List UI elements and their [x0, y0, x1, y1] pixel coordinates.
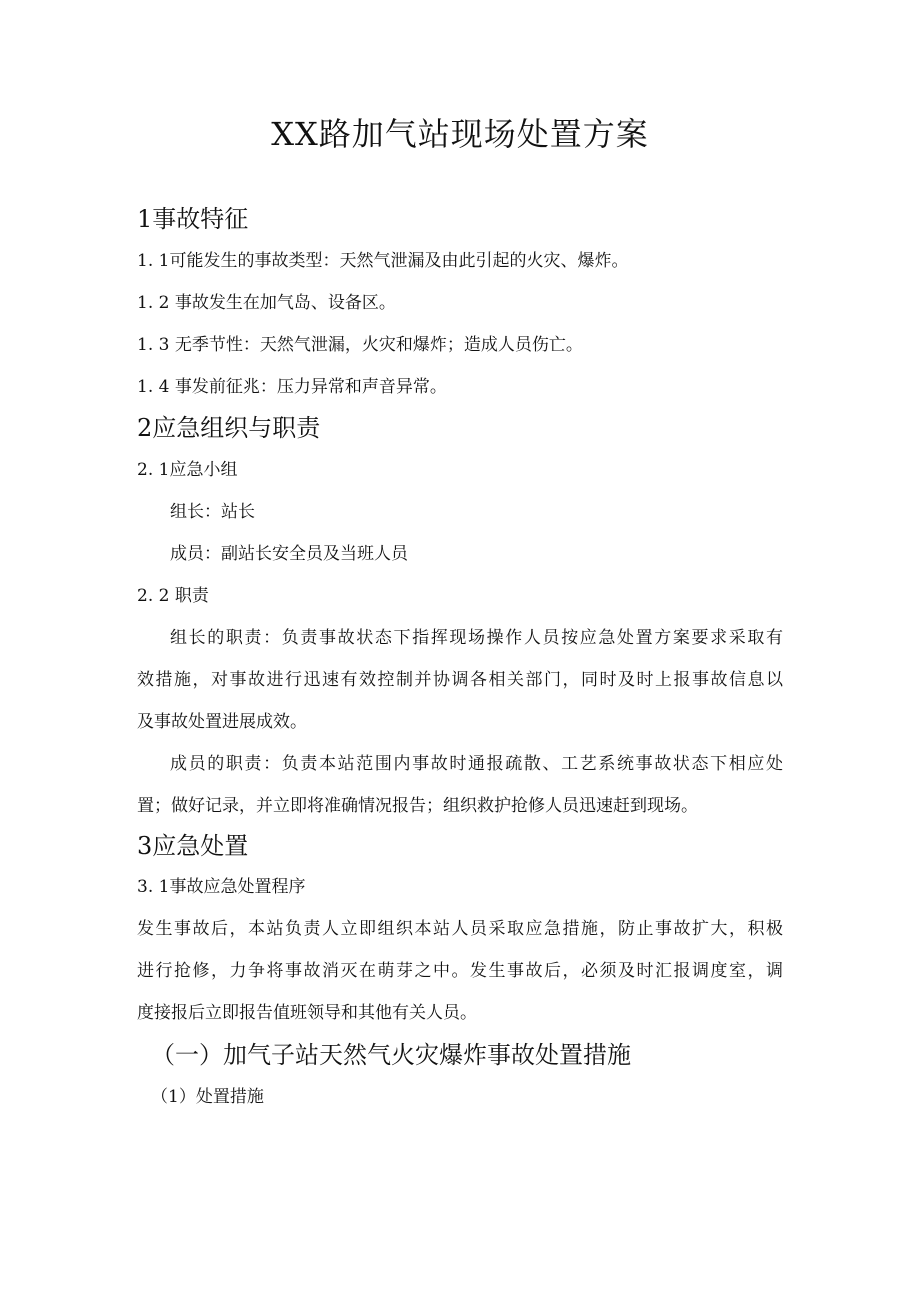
member-duty-line-2: 置；做好记录，并立即将准确情况报告；组织救护抢修人员迅速赶到现场。: [137, 796, 698, 816]
leader-duty-line-1: 组长的职责：负责事故状态下指挥现场操作人员按应急处置方案要求采取有: [170, 628, 783, 648]
procedure-line-1: 发生事故后，本站负责人立即组织本站人员采取应急措施，防止事故扩大，积极: [137, 919, 783, 939]
item-3-1: 3. 1事故应急处置程序: [137, 877, 306, 897]
procedure-line-3: 度接报后立即报告值班领导和其他有关人员。: [137, 1003, 477, 1023]
subsection-1-item-1: （1）处置措施: [151, 1087, 264, 1107]
document-title: XX路加气站现场处置方案: [271, 115, 649, 153]
item-2-1: 2. 1应急小组: [137, 460, 238, 480]
member-duty-line-1: 成员的职责：负责本站范围内事故时通报疏散、工艺系统事故状态下相应处: [170, 754, 783, 774]
members-line: 成员：副站长安全员及当班人员: [170, 544, 408, 564]
item-1-2: 1. 2 事故发生在加气岛、设备区。: [137, 293, 396, 313]
leader-line: 组长：站长: [170, 502, 255, 522]
section-1-heading: 1事故特征: [137, 205, 249, 233]
section-2-heading: 2应急组织与职责: [137, 414, 321, 442]
section-3-heading: 3应急处置: [137, 832, 249, 860]
item-1-1: 1. 1可能发生的事故类型：天然气泄漏及由此引起的火灾、爆炸。: [137, 251, 629, 271]
item-1-3: 1. 3 无季节性：天然气泄漏，火灾和爆炸；造成人员伤亡。: [137, 335, 583, 355]
item-2-2: 2. 2 职责: [137, 586, 209, 606]
leader-duty-line-3: 及事故处置进展成效。: [137, 712, 307, 732]
procedure-line-2: 进行抢修，力争将事故消灭在萌芽之中。发生事故后，必须及时汇报调度室，调: [137, 961, 783, 981]
subsection-1-heading: （一）加气子站天然气火灾爆炸事故处置措施: [151, 1041, 631, 1069]
leader-duty-line-2: 效措施，对事故进行迅速有效控制并协调各相关部门，同时及时上报事故信息以: [137, 670, 783, 690]
item-1-4: 1. 4 事发前征兆：压力异常和声音异常。: [137, 377, 447, 397]
